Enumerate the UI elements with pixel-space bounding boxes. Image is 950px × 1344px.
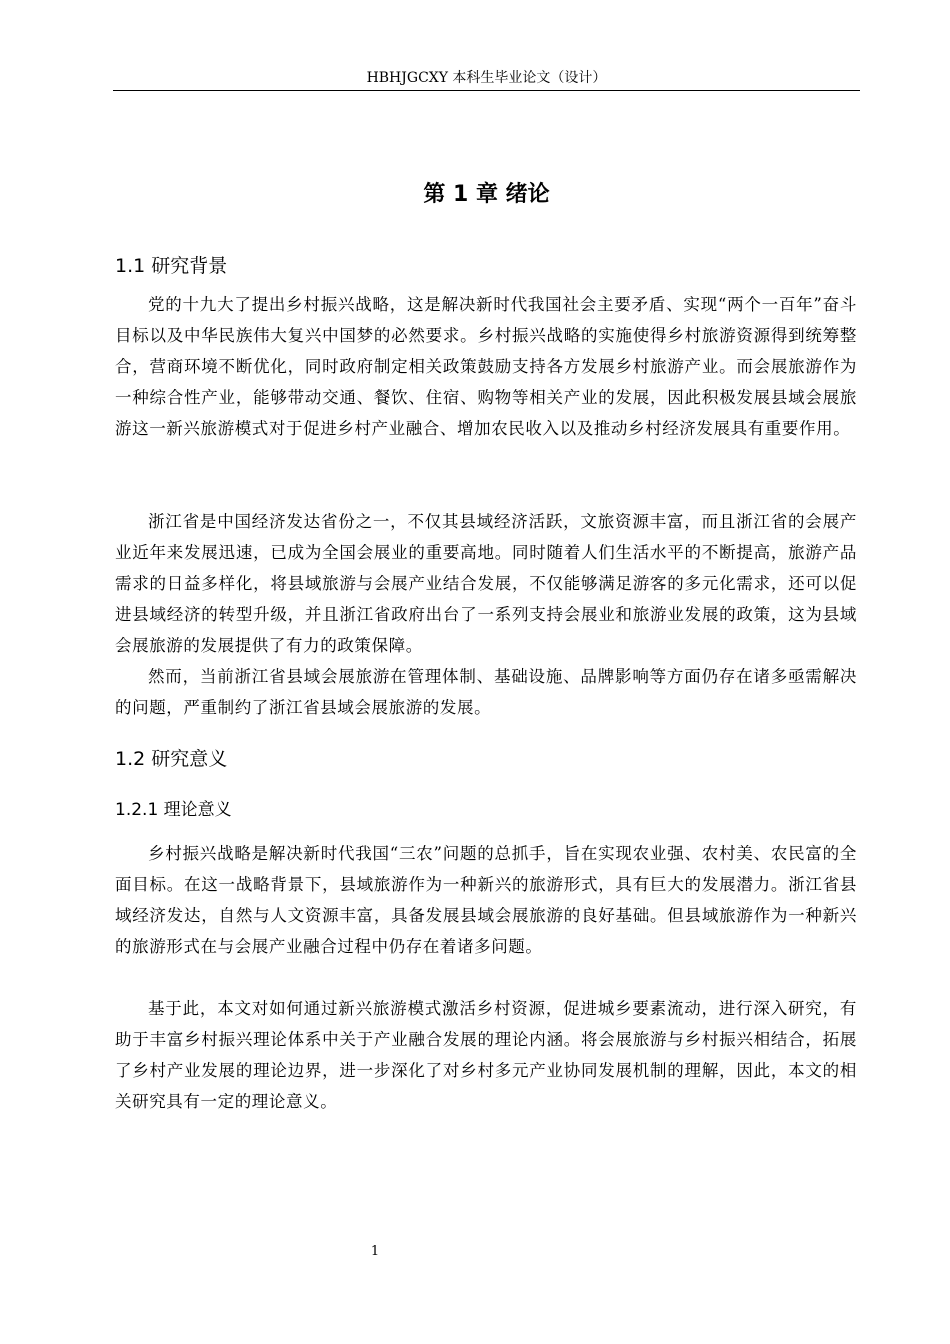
body-paragraph: 浙江省是中国经济发达省份之一，不仅其县域经济活跃，文旅资源丰富，而且浙江省的会展产业近年来发展迅速，已成为全国会展业的重要高地。同时随着人们生活水平的不断提高，旅游产品需求的日益多样化，将县域旅游与会展产业结合发展，不仅能够满足游客的多元化需求，还可以促进县域经济的转型升级，并且浙江省政府出台了一系列支持会展业和旅游业发展的政策，这为县域会展旅游的发展提供了有力的政策保障。 (115, 512, 857, 655)
subsection-heading-1-2-1: 1.2.1 理论意义 (115, 800, 232, 820)
section-heading-1-1: 1.1 研究背景 (115, 255, 228, 277)
body-paragraph: 然而，当前浙江省县域会展旅游在管理体制、基础设施、品牌影响等方面仍存在诸多亟需解决的问题，严重制约了浙江省县域会展旅游的发展。 (115, 667, 857, 717)
body-paragraph: 乡村振兴战略是解决新时代我国“三农”问题的总抓手，旨在实现农业强、农村美、农民富的全面目标。在这一战略背景下，县域旅游作为一种新兴的旅游形式，具有巨大的发展潜力。浙江省县域经济发达，自然与人文资源丰富，具备发展县域会展旅游的良好基础。但县域旅游作为一种新兴的旅游形式在与会展产业融合过程中仍存在着诸多问题。 (115, 844, 857, 956)
page-number: 1 (370, 1244, 380, 1259)
section-heading-1-2: 1.2 研究意义 (115, 748, 228, 770)
body-paragraph: 基于此，本文对如何通过新兴旅游模式激活乡村资源，促进城乡要素流动，进行深入研究，有助于丰富乡村振兴理论体系中关于产业融合发展的理论内涵。将会展旅游与乡村振兴相结合，拓展了乡村产业发展的理论边界，进一步深化了对乡村多元产业协同发展机制的理解，因此，本文的相关研究具有一定的理论意义。 (115, 999, 857, 1111)
body-paragraph: 党的十九大了提出乡村振兴战略，这是解决新时代我国社会主要矛盾、实现“两个一百年”奋斗目标以及中华民族伟大复兴中国梦的必然要求。乡村振兴战略的实施使得乡村旅游资源得到统筹整合，营商环境不断优化，同时政府制定相关政策鼓励支持各方发展乡村旅游产业。而会展旅游作为一种综合性产业，能够带动交通、餐饮、住宿、购物等相关产业的发展，因此积极发展县域会展旅游这一新兴旅游模式对于促进乡村产业融合、增加农民收入以及推动乡村经济发展具有重要作用。 (115, 295, 857, 438)
chapter-title: 第 1 章 绪论 (423, 182, 550, 207)
running-header: HBHJGCXY 本科生毕业论文（设计） (113, 66, 860, 91)
